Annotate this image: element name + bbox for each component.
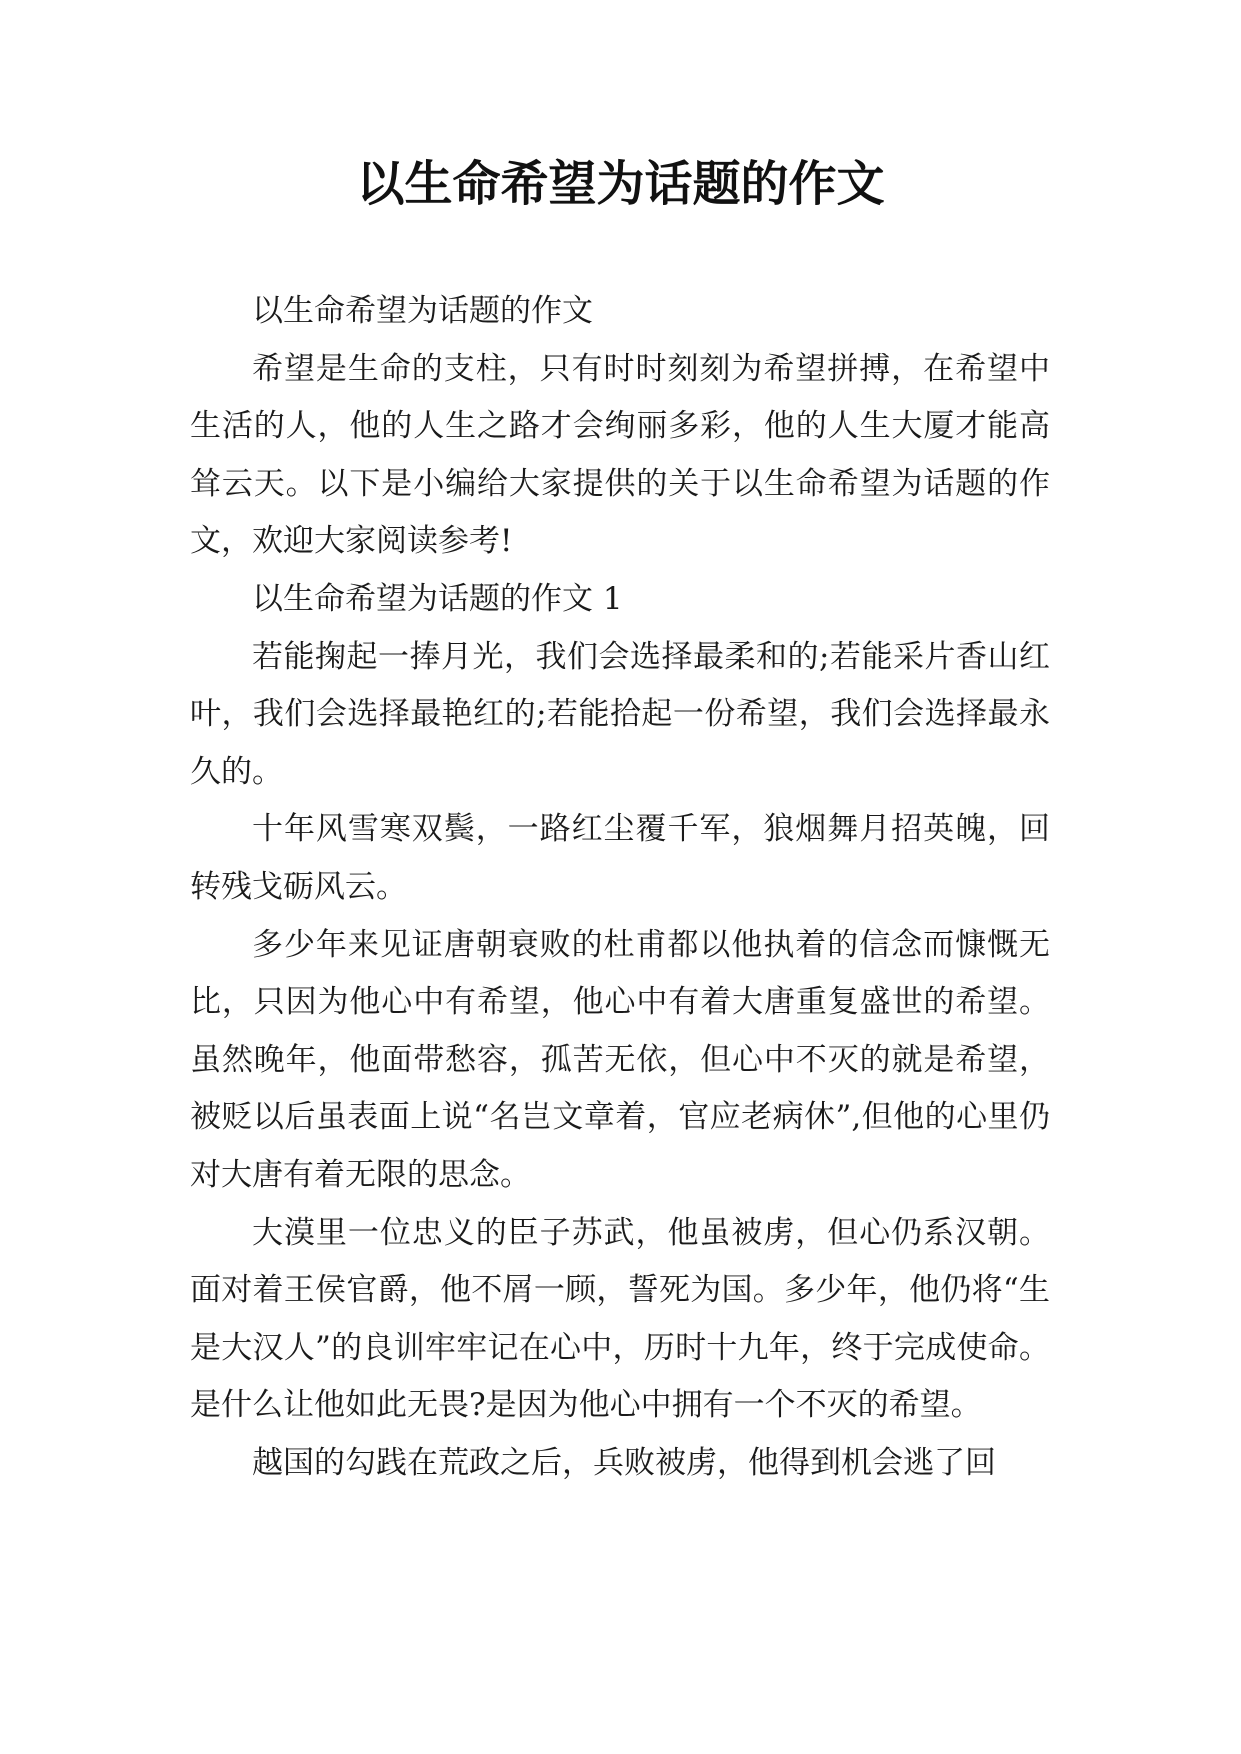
document-title: 以生命希望为话题的作文	[356, 156, 885, 212]
document-body	[190, 283, 1050, 1492]
paragraph: 大漠里一位忠义的臣子苏武，他虽被虏，但心仍系汉朝。面对着王侯官爵，他不屑一顾，誓死为国。多少年，他仍将“生是大汉人”的良训牢牢记在心中，历时十九年，终于完成使命。是什么让他如此无畏?是因为他心中拥有一个不灭的希望。	[190, 1214, 1050, 1424]
paragraph: 多少年来见证唐朝衰败的杜甫都以他执着的信念而慷慨无比，只因为他心中有希望，他心中有着大唐重复盛世的希望。虽然晚年，他面带愁容，孤苦无依，但心中不灭的就是希望，被贬以后虽表面上说“名岂文章着，官应老病休”,但他的心里仍对大唐有着无限的思念。	[190, 926, 1050, 1193]
paragraph: 越国的勾践在荒政之后，兵败被虏，他得到机会逃了回	[252, 1444, 996, 1481]
paragraph-section-heading: 以生命希望为话题的作文 1	[252, 580, 623, 617]
paragraph: 十年风雪寒双鬓，一路红尘覆千军，狼烟舞月招英魄，回转残戈砺风云。	[190, 811, 1050, 905]
paragraph: 若能掬起一捧月光，我们会选择最柔和的;若能采片香山红叶，我们会选择最艳红的;若能拾起一份希望，我们会选择最永久的。	[190, 638, 1050, 790]
paragraph-subtitle: 以生命希望为话题的作文	[252, 293, 593, 329]
paragraph-intro: 希望是生命的支柱，只有时时刻刻为希望拼搏，在希望中生活的人，他的人生之路才会绚丽多彩，他的人生大厦才能高耸云天。以下是小编给大家提供的关于以生命希望为话题的作文，欢迎大家阅读参考!	[190, 350, 1050, 560]
